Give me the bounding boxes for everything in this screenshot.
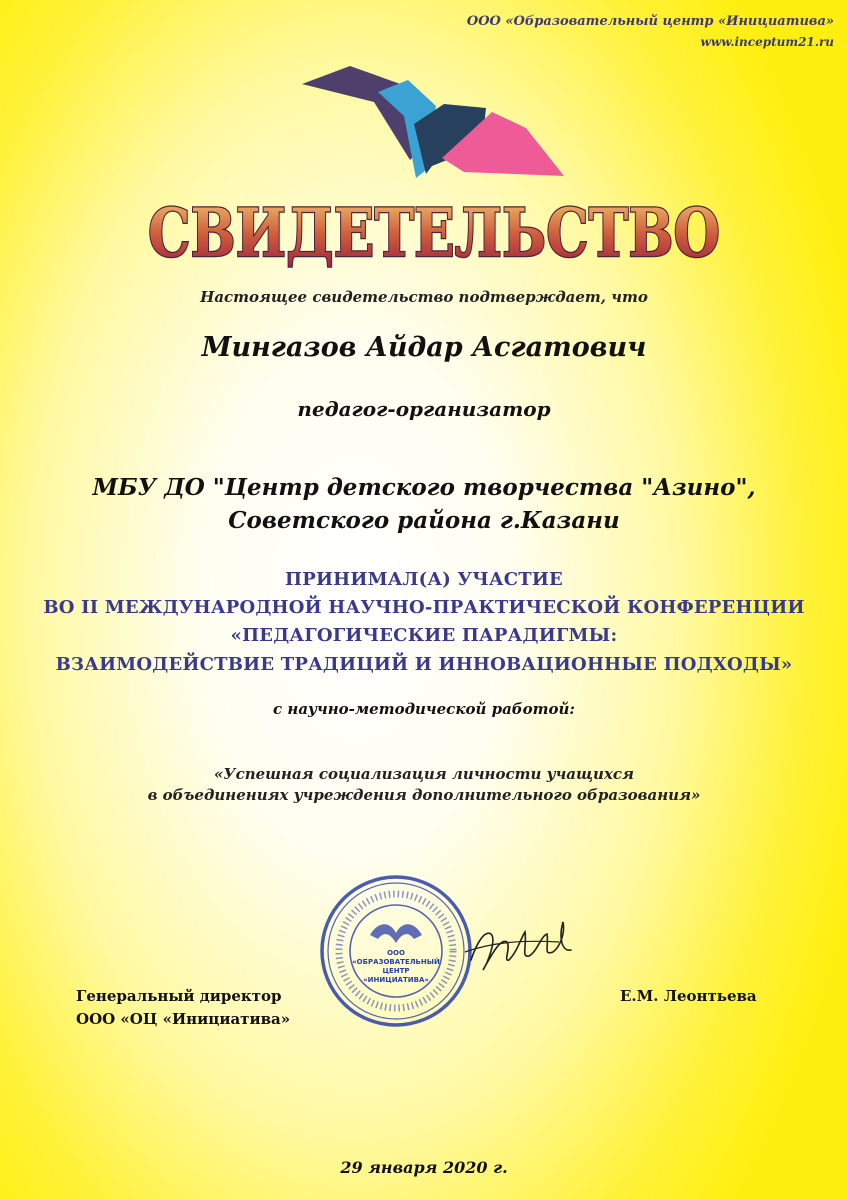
work-title-line-2: в объединениях учреждения дополнительного образования» [147,786,701,804]
recipient-name: Мингазов Айдар Асгатович [201,332,647,363]
website-link: www.inceptum21.ru [700,35,834,49]
stamp-text-2: «ОБРАЗОВАТЕЛЬНЫЙ [352,958,440,966]
stamp-text-4: «ИНИЦИАТИВА» [363,976,429,984]
issue-date: 29 января 2020 г. [340,1158,508,1177]
handwritten-signature-icon [463,912,583,978]
recipient-position: педагог-организатор [297,397,551,421]
work-title-line-1: «Успешная социализация личности учащихся [214,765,634,783]
participation-line-1: ПРИНИМАЛ(А) УЧАСТИЕ [285,569,563,590]
stamp-text-3: ЦЕНТР [382,967,410,975]
certificate-title-text: СВИДЕТЕЛЬСТВО [148,194,720,272]
stamp-text-1: ООО [387,949,405,957]
book-pages-logo-icon [296,62,566,187]
organization-header: ООО «Образовательный центр «Инициатива» [466,14,834,29]
work-label: с научно-методической работой: [273,700,575,718]
institution-line-1: МБУ ДО "Центр детского творчества "Азино", [92,474,756,501]
institution-line-2: Советского района г.Казани [228,507,620,534]
director-title-line-1: Генеральный директор [76,987,282,1005]
director-title-line-2: ООО «ОЦ «Инициатива» [76,1010,291,1028]
round-seal-icon [318,873,474,1029]
certificate-title [134,186,734,271]
signer-name: Е.М. Леонтьева [620,987,757,1005]
conference-line-1: ВО II МЕЖДУНАРОДНОЙ НАУЧНО-ПРАКТИЧЕСКОЙ КОНФЕРЕНЦИИ [43,597,805,618]
intro-text: Настоящее свидетельство подтверждает, что [200,288,648,306]
conference-line-3: ВЗАИМОДЕЙСТВИЕ ТРАДИЦИЙ И ИННОВАЦИОННЫЕ ПОДХОДЫ» [55,654,793,675]
conference-line-2: «ПЕДАГОГИЧЕСКИЕ ПАРАДИГМЫ: [230,625,618,646]
